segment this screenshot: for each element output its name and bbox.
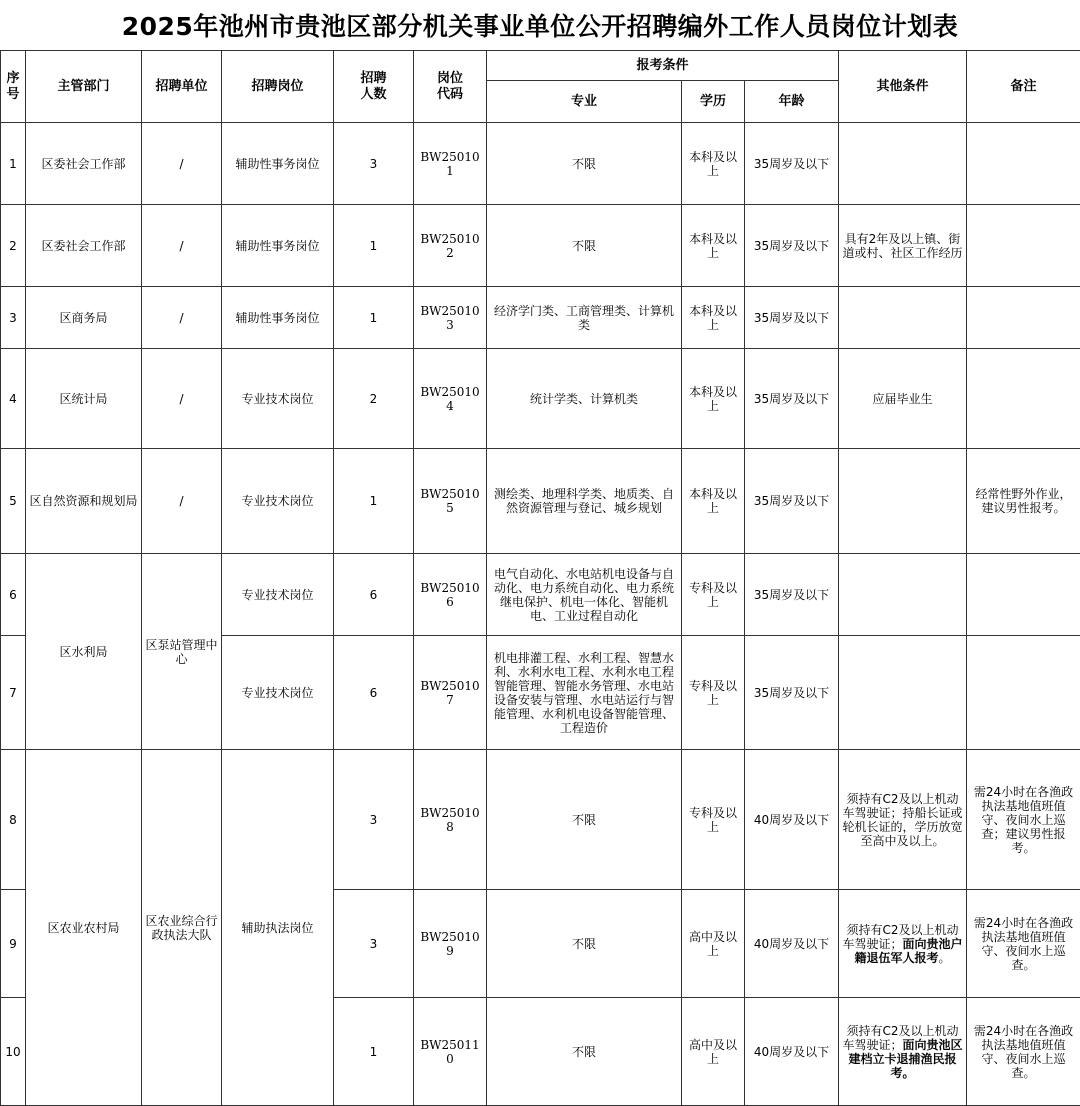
cell-note: 需24小时在各渔政执法基地值班值守、夜间水上巡查。 <box>967 890 1080 998</box>
cell-edu: 本科及以上 <box>682 349 745 449</box>
cell-unit: / <box>142 123 222 205</box>
cell-post: 辅助执法岗位 <box>222 750 334 1106</box>
cell-other <box>839 449 967 554</box>
cell-age: 35周岁及以下 <box>745 349 839 449</box>
cell-note: 需24小时在各渔政执法基地值班值守、夜间水上巡查。 <box>967 998 1080 1106</box>
cell-note <box>967 287 1080 349</box>
table-row <box>1 287 1080 349</box>
cell-seq: 4 <box>1 349 26 449</box>
cell-dept: 区农业农村局 <box>26 750 142 1106</box>
cell-edu: 高中及以上 <box>682 998 745 1106</box>
cell-other <box>839 554 967 636</box>
cell-edu: 专科及以上 <box>682 750 745 890</box>
cell-other: 应届毕业生 <box>839 349 967 449</box>
cell-major: 经济学门类、工商管理类、计算机类 <box>487 287 682 349</box>
table-row <box>1 123 1080 205</box>
header-edu: 学历 <box>682 81 745 123</box>
table-row <box>1 554 1080 636</box>
page-title: 2025年池州市贵池区部分机关事业单位公开招聘编外工作人员岗位计划表 <box>121 12 959 41</box>
cell-age: 35周岁及以下 <box>745 123 839 205</box>
cell-dept: 区委社会工作部 <box>26 123 142 205</box>
cell-code: BW250103 <box>414 287 487 349</box>
table-header <box>1 51 1080 123</box>
cell-age: 35周岁及以下 <box>745 554 839 636</box>
cell-seq: 5 <box>1 449 26 554</box>
cell-other: 须持有C2及以上机动车驾驶证；持船长证或轮机长证的，学历放宽至高中及以上。 <box>839 750 967 890</box>
cell-dept: 区商务局 <box>26 287 142 349</box>
table-row <box>1 449 1080 554</box>
cell-seq: 3 <box>1 287 26 349</box>
cell-age: 40周岁及以下 <box>745 890 839 998</box>
cell-major: 不限 <box>487 750 682 890</box>
cell-dept: 区统计局 <box>26 349 142 449</box>
cell-unit: / <box>142 287 222 349</box>
cell-seq: 1 <box>1 123 26 205</box>
cell-code: BW250102 <box>414 205 487 287</box>
cell-post: 辅助性事务岗位 <box>222 287 334 349</box>
other-text-bold: 面向贵池户籍退伍军人报考 <box>854 936 963 965</box>
cell-code: BW250106 <box>414 554 487 636</box>
cell-unit: 区农业综合行政执法大队 <box>142 750 222 1106</box>
header-code: 岗位代码 <box>414 51 487 123</box>
cell-major: 统计学类、计算机类 <box>487 349 682 449</box>
cell-note <box>967 349 1080 449</box>
cell-unit: / <box>142 205 222 287</box>
cell-code: BW250105 <box>414 449 487 554</box>
cell-edu: 专科及以上 <box>682 636 745 750</box>
cell-major: 不限 <box>487 890 682 998</box>
cell-other <box>839 636 967 750</box>
header-conditions: 报考条件 <box>487 51 839 81</box>
cell-unit: / <box>142 349 222 449</box>
cell-other <box>839 123 967 205</box>
recruitment-table <box>0 50 1080 1106</box>
header-major: 专业 <box>487 81 682 123</box>
cell-edu: 本科及以上 <box>682 205 745 287</box>
cell-post: 辅助性事务岗位 <box>222 123 334 205</box>
cell-code: BW250109 <box>414 890 487 998</box>
cell-edu: 本科及以上 <box>682 287 745 349</box>
table-row <box>1 205 1080 287</box>
cell-post: 辅助性事务岗位 <box>222 205 334 287</box>
cell-major: 电气自动化、水电站机电设备与自动化、电力系统自动化、电力系统继电保护、机电一体化、智能机电、工业过程自动化 <box>487 554 682 636</box>
cell-note: 经常性野外作业，建议男性报考。 <box>967 449 1080 554</box>
cell-count: 1 <box>334 998 414 1106</box>
table-row <box>1 750 1080 890</box>
cell-post: 专业技术岗位 <box>222 636 334 750</box>
header-dept: 主管部门 <box>26 51 142 123</box>
cell-count: 3 <box>334 750 414 890</box>
cell-note <box>967 205 1080 287</box>
header-note: 备注 <box>967 51 1080 123</box>
header-unit: 招聘单位 <box>142 51 222 123</box>
cell-major: 机电排灌工程、水利工程、智慧水利、水利水电工程、水利水电工程智能管理、智能水务管理、水电站设备安装与管理、水电站运行与智能管理、水利机电设备智能管理、工程造价 <box>487 636 682 750</box>
cell-code: BW250101 <box>414 123 487 205</box>
cell-age: 40周岁及以下 <box>745 750 839 890</box>
cell-unit: 区泵站管理中心 <box>142 554 222 750</box>
other-text-end: 。 <box>938 950 951 965</box>
cell-edu: 本科及以上 <box>682 449 745 554</box>
header-count: 招聘人数 <box>334 51 414 123</box>
cell-post: 专业技术岗位 <box>222 449 334 554</box>
cell-major: 不限 <box>487 998 682 1106</box>
header-age: 年龄 <box>745 81 839 123</box>
cell-count: 3 <box>334 890 414 998</box>
cell-age: 35周岁及以下 <box>745 205 839 287</box>
cell-count: 6 <box>334 554 414 636</box>
cell-age: 35周岁及以下 <box>745 287 839 349</box>
table-row <box>1 349 1080 449</box>
cell-code: BW250104 <box>414 349 487 449</box>
cell-edu: 本科及以上 <box>682 123 745 205</box>
cell-other <box>839 287 967 349</box>
cell-dept: 区委社会工作部 <box>26 205 142 287</box>
cell-other <box>839 998 967 1106</box>
cell-unit: / <box>142 449 222 554</box>
cell-seq: 10 <box>1 998 26 1106</box>
cell-dept: 区水利局 <box>26 554 142 750</box>
cell-other: 具有2年及以上镇、街道或村、社区工作经历 <box>839 205 967 287</box>
cell-dept: 区自然资源和规划局 <box>26 449 142 554</box>
cell-age: 40周岁及以下 <box>745 998 839 1106</box>
header-other: 其他条件 <box>839 51 967 123</box>
cell-seq: 7 <box>1 636 26 750</box>
cell-count: 1 <box>334 449 414 554</box>
cell-code: BW250110 <box>414 998 487 1106</box>
cell-seq: 8 <box>1 750 26 890</box>
header-seq: 序号 <box>1 51 26 123</box>
other-text-bold: 面向贵池区建档立卡退捕渔民报考。 <box>848 1037 963 1080</box>
cell-count: 1 <box>334 205 414 287</box>
cell-code: BW250107 <box>414 636 487 750</box>
cell-note <box>967 123 1080 205</box>
cell-post: 专业技术岗位 <box>222 554 334 636</box>
cell-seq: 6 <box>1 554 26 636</box>
cell-age: 35周岁及以下 <box>745 636 839 750</box>
cell-note: 需24小时在各渔政执法基地值班值守、夜间水上巡查；建议男性报考。 <box>967 750 1080 890</box>
cell-count: 2 <box>334 349 414 449</box>
cell-edu: 高中及以上 <box>682 890 745 998</box>
cell-code: BW250108 <box>414 750 487 890</box>
cell-count: 3 <box>334 123 414 205</box>
cell-seq: 9 <box>1 890 26 998</box>
cell-post: 专业技术岗位 <box>222 349 334 449</box>
cell-age: 35周岁及以下 <box>745 449 839 554</box>
cell-note <box>967 554 1080 636</box>
cell-major: 测绘类、地理科学类、地质类、自然资源管理与登记、城乡规划 <box>487 449 682 554</box>
cell-other <box>839 890 967 998</box>
cell-edu: 专科及以上 <box>682 554 745 636</box>
cell-count: 6 <box>334 636 414 750</box>
header-post: 招聘岗位 <box>222 51 334 123</box>
cell-seq: 2 <box>1 205 26 287</box>
other-text: 须持有C2及以上机动车驾驶证； <box>842 1023 959 1052</box>
cell-major: 不限 <box>487 205 682 287</box>
cell-note <box>967 636 1080 750</box>
cell-count: 1 <box>334 287 414 349</box>
cell-major: 不限 <box>487 123 682 205</box>
other-text: 须持有C2及以上机动车驾驶证； <box>842 922 959 951</box>
